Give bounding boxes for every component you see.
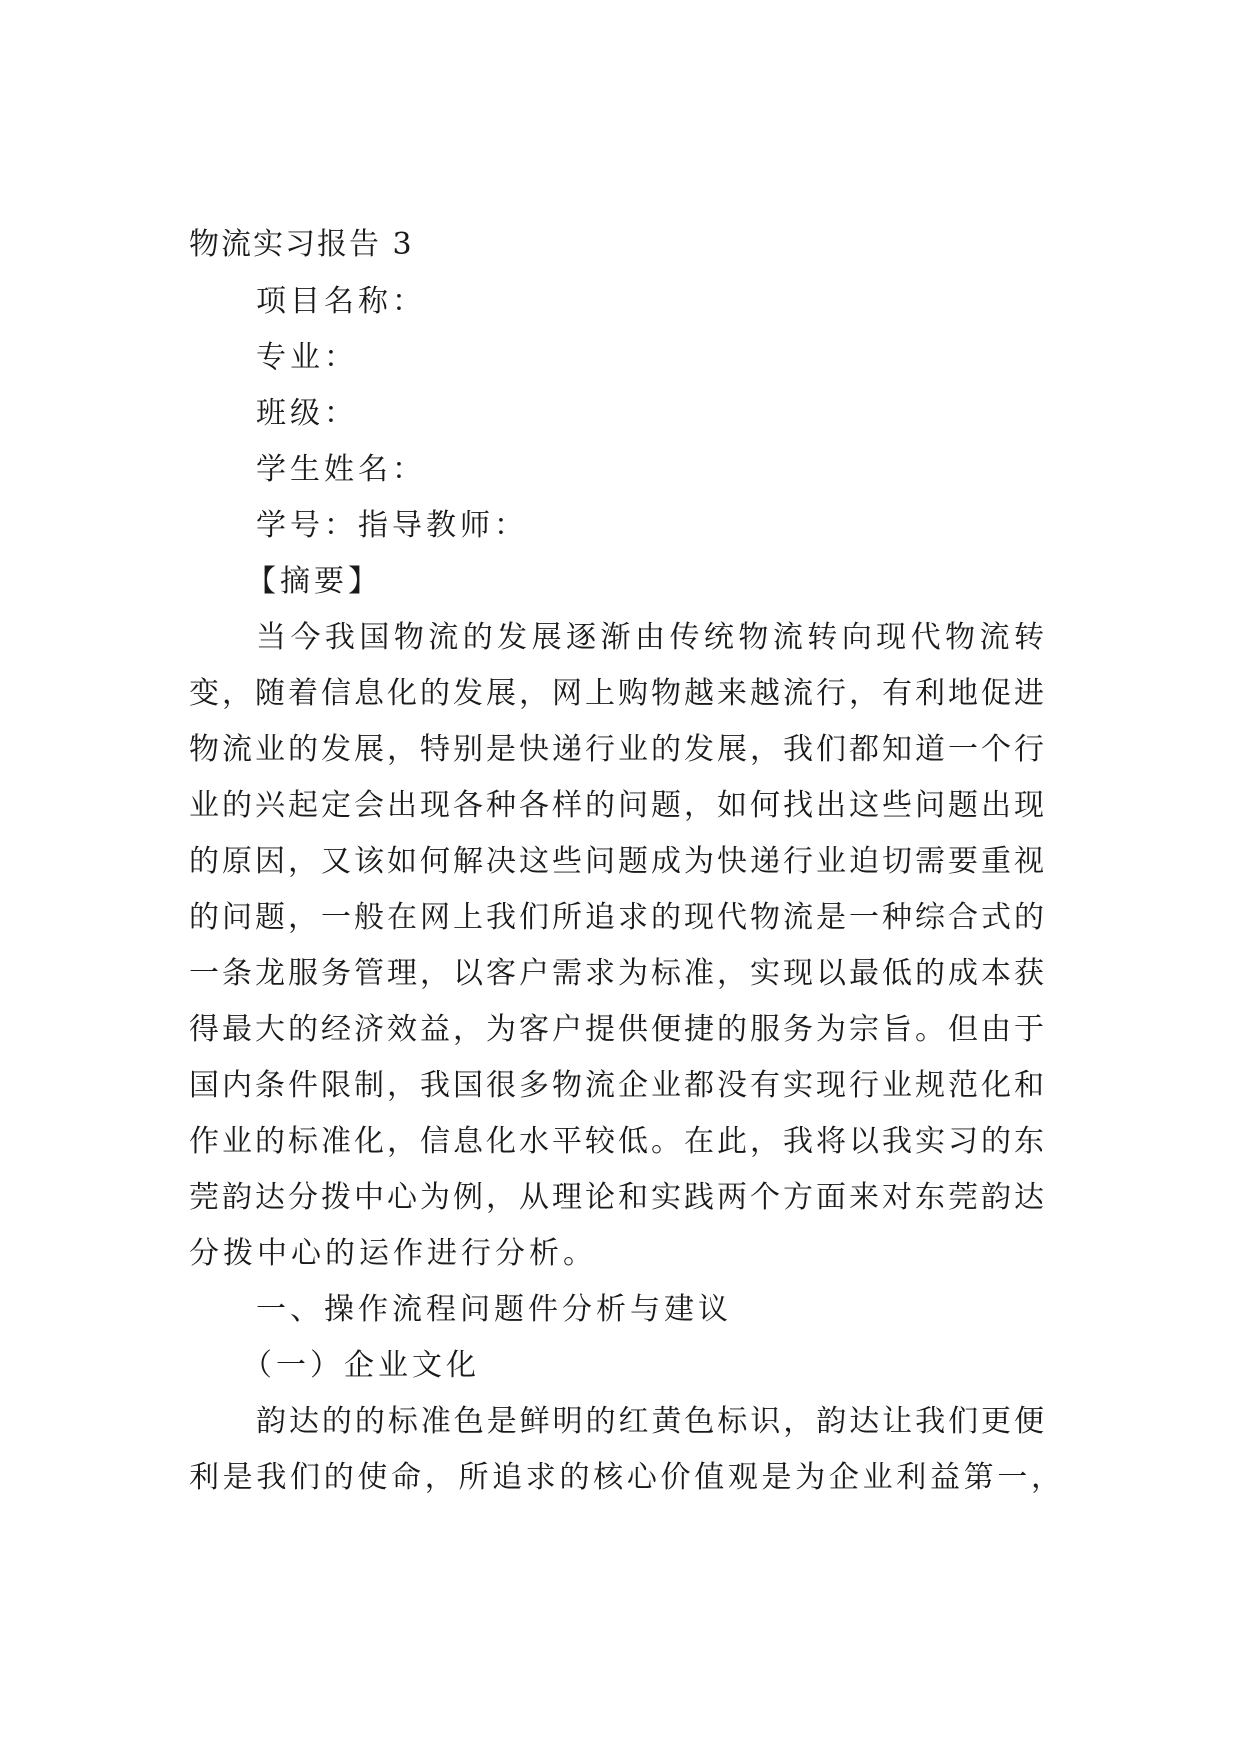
abstract-line: 国内条件限制，我国很多物流企业都没有实现行业规范化和	[189, 1068, 1044, 1103]
abstract-line: 一条龙服务管理，以客户需求为标准，实现以最低的成本获	[189, 956, 1044, 991]
abstract-line: 的原因，又该如何解决这些问题成为快递行业迫切需要重视	[189, 844, 1044, 879]
body-line: 韵达的的标准色是鲜明的红黄色标识，韵达让我们更便	[256, 1404, 1044, 1439]
abstract-line: 分拨中心的运作进行分析。	[189, 1236, 597, 1271]
field-class: 班级：	[256, 396, 358, 431]
abstract-line: 得最大的经济效益，为客户提供便捷的服务为宗旨。但由于	[189, 1012, 1044, 1047]
field-project-name: 项目名称：	[256, 284, 426, 319]
body-line: 利是我们的使命，所追求的核心价值观是为企业利益第一，	[189, 1460, 1061, 1495]
field-major: 专业：	[256, 340, 358, 375]
field-student-id-advisor: 学号：指导教师：	[256, 508, 528, 543]
abstract-line: 当今我国物流的发展逐渐由传统物流转向现代物流转	[256, 620, 1044, 655]
abstract-line: 业的兴起定会出现各种各样的问题，如何找出这些问题出现	[189, 788, 1044, 823]
abstract-line: 变，随着信息化的发展，网上购物越来越流行，有利地促进	[189, 676, 1044, 711]
abstract-line: 莞韵达分拨中心为例，从理论和实践两个方面来对东莞韵达	[189, 1180, 1044, 1215]
abstract-line: 的问题，一般在网上我们所追求的现代物流是一种综合式的	[189, 900, 1044, 935]
section-heading: 一、操作流程问题件分析与建议	[256, 1292, 732, 1327]
abstract-line: 物流业的发展，特别是快递行业的发展，我们都知道一个行	[189, 732, 1044, 767]
abstract-heading: 【摘要】	[246, 564, 382, 599]
field-student-name: 学生姓名：	[256, 452, 426, 487]
subsection-heading: （一）企业文化	[242, 1348, 480, 1383]
abstract-line: 作业的标准化，信息化水平较低。在此，我将以我实习的东	[189, 1124, 1044, 1159]
document-title: 物流实习报告 3	[189, 227, 414, 262]
